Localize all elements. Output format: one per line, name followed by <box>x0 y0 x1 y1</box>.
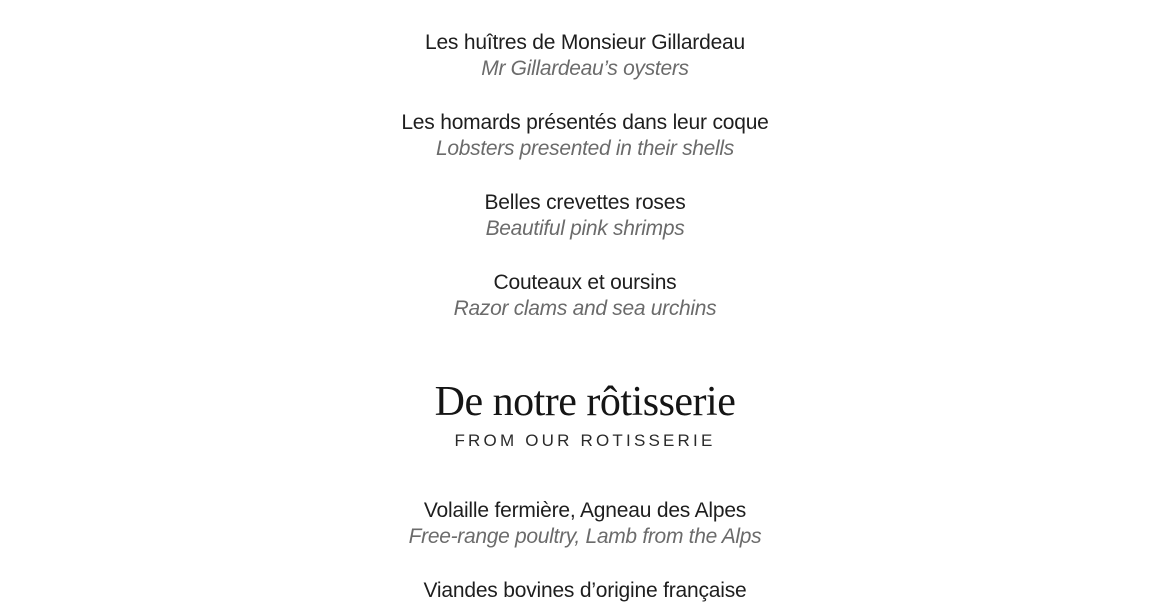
menu-item <box>0 30 1170 82</box>
menu-item <box>0 498 1170 550</box>
menu-item-english: Free-range poultry, Lamb from the Alps <box>408 525 762 548</box>
menu-item <box>0 578 1170 604</box>
menu-item-french: Belles crevettes roses <box>484 191 686 214</box>
menu-item-french: Couteaux et oursins <box>493 271 677 294</box>
menu-item-english: Razor clams and sea urchins <box>453 297 717 320</box>
menu-item-english: Beautiful pink shrimps <box>485 217 685 240</box>
menu-item <box>0 110 1170 162</box>
menu-item-french: Volaille fermière, Agneau des Alpes <box>423 499 747 522</box>
menu-item-french: Les homards présentés dans leur coque <box>401 111 769 134</box>
menu-item-english: Mr Gillardeau’s oysters <box>481 57 689 80</box>
menu-item-english: Lobsters presented in their shells <box>436 137 734 160</box>
menu-item-french: Les huîtres de Monsieur Gillardeau <box>424 31 746 54</box>
menu-item-french: Viandes bovines d’origine française <box>423 579 747 602</box>
menu-item <box>0 270 1170 322</box>
section-title: De notre rôtisserie <box>434 379 736 425</box>
section-subtitle: FROM OUR ROTISSERIE <box>454 431 716 450</box>
menu-item <box>0 190 1170 242</box>
